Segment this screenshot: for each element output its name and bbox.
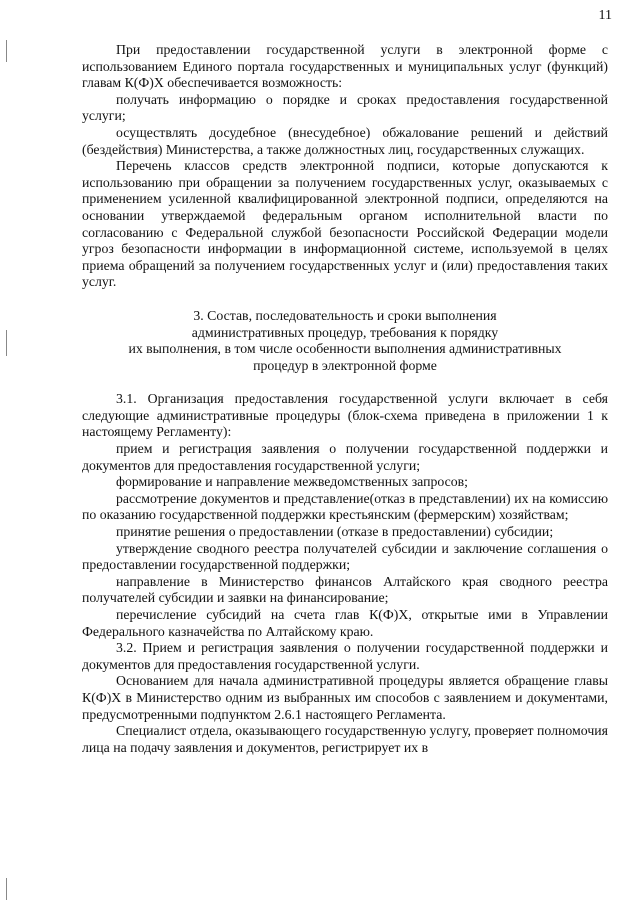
- margin-mark: [6, 40, 7, 62]
- paragraph: получать информацию о порядке и сроках предоставления государственной услуги;: [82, 91, 608, 124]
- paragraph: осуществлять досудебное (внесудебное) обжалование решений и действий (бездействия) Министерства, а также должностных лиц, государственных служащих.: [82, 124, 608, 157]
- margin-mark: [6, 330, 7, 356]
- paragraph: При предоставлении государственной услуги в электронной форме с использованием Единого портала государственных и муниципальных услуг (функций) главам К(Ф)Х обеспечивается возможность:: [82, 42, 608, 91]
- section-heading-line: процедур в электронной форме: [253, 357, 437, 373]
- list-item: принятие решения о предоставлении (отказе в предоставлении) субсидии;: [116, 524, 554, 540]
- paragraph: Перечень классов средств электронной подписи, которые допускаются к использованию при обращении за получением государственных услуг, оказываемых с применением усиленной квалифицированной электронной подписи, определяются на основании утверждаемой федеральным органом исполнительной власти по согласованию с Федеральной службой безопасности Российской Федерации модели угроз безопасности информации в информационной системе, используемой в целях приема обращений за получением государственных услуг и (или) предоставления таких услуг.: [82, 158, 608, 290]
- section-heading-line: 3. Состав, последовательность и сроки выполнения: [193, 307, 497, 323]
- paragraph: Основанием для начала административной процедуры является обращение главы К(Ф)Х в Министерство одним из выбранных им способов с заявлением и документами, предусмотренными подпунктом 2.6.1 настоящего Регламента.: [82, 673, 608, 722]
- list-item: формирование и направление межведомственных запросов;: [116, 474, 469, 490]
- list-item: направление в Министерство финансов Алтайского края сводного реестра получателей субсидии и заявки на финансирование;: [82, 573, 608, 606]
- document-body: [82, 42, 608, 756]
- margin-mark: [6, 878, 7, 900]
- page-number: 11: [598, 8, 612, 23]
- list-item: прием и регистрация заявления о получении государственной поддержки и документов для предоставления государственной услуги;: [82, 441, 608, 473]
- section-heading-line: их выполнения, в том числе особенности выполнения административных: [128, 341, 562, 357]
- list-item: перечисление субсидий на счета глав К(Ф)Х, открытые ими в Управлении Федерального казначейства по Алтайскому краю.: [82, 607, 608, 639]
- paragraph: Специалист отдела, оказывающего государственную услугу, проверяет полномочия лица на подачу заявления и документов, регистрирует их в: [82, 723, 608, 755]
- paragraph: 3.1. Организация предоставления государственной услуги включает в себя следующие административные процедуры (блок-схема приведена в приложении 1 к настоящему Регламенту):: [82, 391, 608, 440]
- section-heading: [82, 291, 608, 391]
- section-heading-line: административных процедур, требования к порядку: [191, 324, 499, 340]
- list-item: рассмотрение документов и представление(отказ в представлении) их на комиссию по оказанию государственной поддержки крестьянским (фермерским) хозяйствам;: [82, 490, 608, 523]
- paragraph: 3.2. Прием и регистрация заявления о получении государственной поддержки и документов для предоставления государственной услуги.: [82, 640, 608, 672]
- list-item: утверждение сводного реестра получателей субсидии и заключение соглашения о предоставлении государственной поддержки;: [82, 540, 608, 573]
